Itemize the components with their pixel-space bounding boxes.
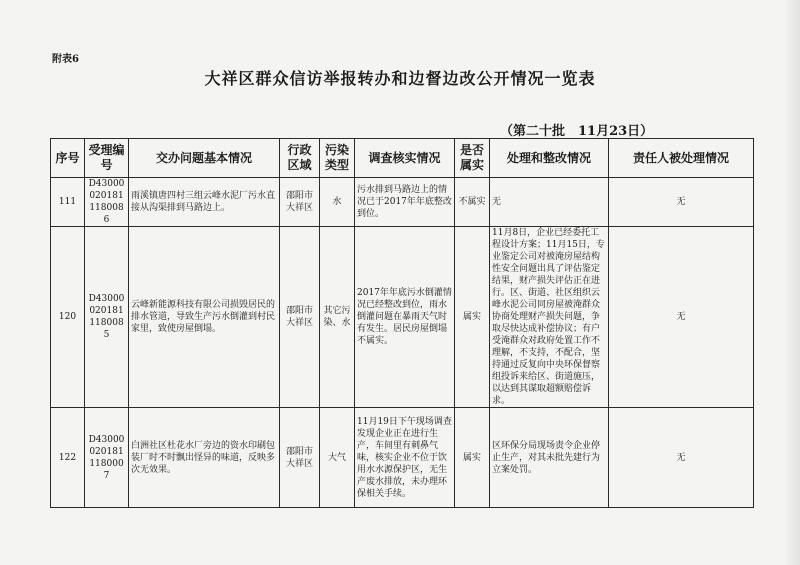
- table-header-row: [51, 139, 754, 178]
- cell-investigation: 11月19日下午现场调查发现企业正在进行生产，车间里有刺鼻气味，核实企业不位于饮用水水源保护区，无生产废水排放，未办理环保相关手续。: [355, 408, 455, 508]
- cell-verified: 不属实: [455, 178, 490, 227]
- col-header-verified: 是否属实: [455, 139, 490, 178]
- col-header-issue: 交办问题基本情况: [129, 139, 280, 178]
- cell-id: D430000201811180007: [85, 408, 129, 508]
- batch-label: （第二十批 11月23日）: [500, 124, 654, 139]
- complaints-table: [50, 138, 754, 508]
- cell-verified: 属实: [455, 227, 490, 408]
- table-row: [51, 178, 754, 227]
- cell-verified: 属实: [455, 408, 490, 508]
- table-row: [51, 408, 754, 508]
- col-header-handling: 处理和整改情况: [490, 139, 609, 178]
- annex-label: 附表6: [52, 54, 79, 65]
- cell-pollution: 其它污染、水: [320, 227, 355, 408]
- cell-issue: 云峰新能源科技有限公司损毁居民的排水管道，导致生产污水倒灌到村民家里，致使房屋倒塌。: [129, 227, 280, 408]
- col-header-seq: 序号: [51, 139, 85, 178]
- col-header-region: 行政区域: [280, 139, 320, 178]
- col-header-accountability: 责任人被处理情况: [609, 139, 754, 178]
- document-title: 大祥区群众信访举报转办和边督边改公开情况一览表: [204, 69, 596, 88]
- cell-pollution: 大气: [320, 408, 355, 508]
- col-header-investigation: 调查核实情况: [355, 139, 455, 178]
- cell-region: 邵阳市大祥区: [280, 408, 320, 508]
- col-header-id: 受理编号: [85, 139, 129, 178]
- cell-seq: 111: [51, 178, 85, 227]
- col-header-pollution: 污染类型: [320, 139, 355, 178]
- cell-pollution: 水: [320, 178, 355, 227]
- cell-issue: 白洲社区杜花水厂旁边的资水印刷包装厂时不时飘出怪异的味道，反映多次无效果。: [129, 408, 280, 508]
- cell-id: D430000201811180085: [85, 227, 129, 408]
- table-row: [51, 227, 754, 408]
- cell-seq: 122: [51, 408, 85, 508]
- cell-seq: 120: [51, 227, 85, 408]
- cell-issue: 雨溪镇唐四村三组云峰水泥厂污水直接从沟渠排到马路边上。: [129, 178, 280, 227]
- cell-region: 邵阳市大祥区: [280, 178, 320, 227]
- cell-region: 邵阳市大祥区: [280, 227, 320, 408]
- cell-handling: 11月8日，企业已经委托工程设计方案；11月15日，专业鉴定公司对被淹房屋结构性安全问题出具了评估鉴定结果，财产损失评估正在进行。区、街道、社区组织云峰水泥公司同房屋被淹群众协商处理财产损失问题，争取尽快达成补偿协议；有户受淹群众对政府处置工作不理解，不支持，不配合，坚持通过反复向中央环保督察组投诉来给区、街道施压，以达到其谋取超额赔偿诉求。: [490, 227, 609, 408]
- cell-accountability: 无: [609, 408, 754, 508]
- cell-accountability: 无: [609, 178, 754, 227]
- page-edge-shadow: [786, 0, 800, 565]
- cell-handling: 区环保分局现场责令企业停止生产，对其未批先建行为立案处罚。: [490, 408, 609, 508]
- cell-accountability: 无: [609, 227, 754, 408]
- cell-id: D430000201811180086: [85, 178, 129, 227]
- cell-handling: 无: [490, 178, 609, 227]
- cell-investigation: 2017年年底污水倒灌情况已经整改到位，雨水倒灌问题在暴雨天气时有发生。居民房屋倒塌不属实。: [355, 227, 455, 408]
- cell-investigation: 污水排到马路边上的情况已于2017年年底整改到位。: [355, 178, 455, 227]
